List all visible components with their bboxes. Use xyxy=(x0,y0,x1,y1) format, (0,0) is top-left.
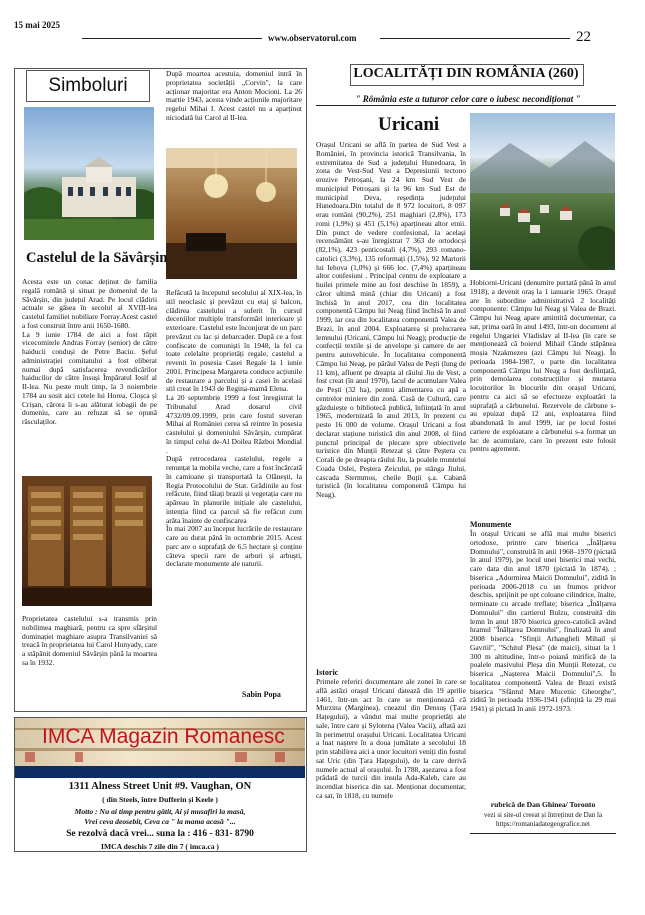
uricani-col-b-text: Hobiceni-Uricani (denumire purtată până în anul 1918), a devenit oraș la 1 ianuarie 1965. Orașul are în subordine administrativă 2 localități componente: Câmpu lui Neag și Valea de Brazi. Câmpu lui Neag apare amintită documentar, ca sat, prima oară în anul 1493, într-un document al regelui Ungariei Vladislav al II-lea (în care se menționează că boierul Mihail Cânde stăpânea moșia Nzakmezeu (azi Câmpu lui Neag). În perioada 1984-1987, o parte din localitatea componentă Câmpu lui Neag a fost desființată, prin demolarea construcțiilor și mutarea locuitorilor în blocurile din orașul Uricani, pentru ca aici să se efectueze exploatări la suprafață a cărbunelui. Rezervele de cărbune s-au epuizat după 12 ani, exploatarea fiind abandonată în anul 1999, iar pe locul fostei cariere de exploatare a cărbunelui s-a format un lac de acumulare, care în prezent este folosit pentru agrement. xyxy=(470,278,616,454)
ad-address: 1311 Alness Street Unit #9. Vaughan, ON xyxy=(68,781,252,792)
page-number: 22 xyxy=(576,29,591,45)
localitati-section-title: LOCALITĂȚI DIN ROMÂNIA (260) xyxy=(353,66,579,81)
ad-phone[interactable]: Se rezolvă dacă vrei... suna la : 416 - 831- 8790 xyxy=(66,829,254,839)
ad-cross-streets: ( din Steels, între Dufferin și Keele ) xyxy=(102,795,218,804)
uricani-col-a-text: Orașul Uricani se află în partea de Sud Vest a României, în provincia istorică Transilvania, în extremitatea de Sud a județului Hunedoara, în zona de Vest-Sud Vest a Depresiunii tectono erozive Petroșani, la 24 km Sud Vest de municipiul Petroșani și la 96 km Sud Est de municipiul Deva, reședința județului Hunedoara.Din totalul de 8 972 locuitori, 8 097 erau români (90,2%), 251 maghiari (2,8%), 173 romi (1,9%) și 451 (5,1%) aparțineau altor etnii. Din punct de vedere confesional, la același recensământ s-au înregistrat 7 363 de ortodocși (82,1%), 423 penticostali (4,7%), 293 romano-catolici (3,3%), 135 reformați (1,5%), 92 Martorii lui Iehova (1,0%) și 666 loc. (7,4%) aparțineau altor confesiuni . Principal centru de exploatare a huilei primele mine au fost deschise în 1859), a căror ultimă mină (chiar din Uricani) a fost închisă în anul 2017, cea din localitatea componentă Câmpu lui Neag fiind închisă în anul 1999, iar cea din localitatea componentă Valea de Brazi, în anul 2004. Exploatarea și prelucrarea lemnului (Uricani, Câmpu lui Neag); producție de confecții textile și de anvelope și camere de aer pentru autovehicule. În localitatea componentă Câmpu lui Neag, pe pârâul Valea de Pești (lung de 11 km), afluent pe dreapta al râului Jiu de Vest, a fost creat (în anul 1970), lacul de acumulare Valea de Pești (32 ha), pentru alimentarea cu apă a centrelor miniere din zonă. Casă de Cultură, care găzduiește o bibliotecă publică, înființată în anul 1965, modernizată în anul 2013, în prezent cu peste 16 000 de volume. Orașul Uricani a fost declarat stațiune turistică din anul 2008, el fiind punctul principal de plecare spre obiectivele turistice din Munții Retezat și către Peștera cu Corali de pe dreapta râului Jiu, la poalele muntelui Coada Oslei, Peștera Zeicului, pe stânga Jiului, cascada Stermmos, cheile Buții ș.a. Cabană turistică (în localitatea componentă Câmpu lui Neag). xyxy=(316,140,466,499)
ad-banner-title: IMCA Magazin Romanesc xyxy=(42,725,285,748)
ad-hours: IMCA deschis 7 zile din 7 ( imca.ca ) xyxy=(101,842,219,851)
ad-motto-line2: Vrei ceva deosebit, Ceva ca " la mama acasă "... xyxy=(84,817,236,826)
left-col1-bottom-text: Proprietatea castelului s-a transmis prin nobilimea maghiară, pentru ca spre sfârșitul dominației maghiare asupra Transilvaniei să treacă în proprietatea lui Carol Hunyady, care a stăpânit domeniul Săvârșin până la moartea sa în 1932. xyxy=(22,614,157,667)
tagline-rule xyxy=(316,105,616,106)
localitati-tagline: " Rômânia este a tuturor celor care o iubesc necondiționat " xyxy=(355,94,581,104)
credit-url[interactable]: https://romaniadategeografice.net xyxy=(496,820,590,828)
left-col2-text: Refăcută la începutul secolului al XIX-lea, în stil neoclasic și prevăzut cu etaj și balcon, clădirea castelului a suferit în cursul deceniilor multiple transformări interioare și exterioare. Castelul este înconjurat de un parc prevăzut cu lac și debarcader. După ce a fost confiscate de comuniști în 1948, la fel ca toate celelalte proprietăți regale, castelul a revenit în posesia Casei Regale la 1 iunie 2001. Principesa Margareta conduce acțiunile de restaurare a parcului și a casei în acelasi stil creat în 1943 de Regina-mamă Elena. La 20 septembrie 1999 a fost înregistrat la Tribunalul Arad dosarul civil 4732/09.09.1999, prin care fostul suveran Mihai al României cerea să reintre în posesia castelului și domeniului Săvârșin, cumpărat în timpul celui de-Al Doilea Război Mondial . După retrocedarea castelului, regele a renunțat la mobila veche, care a fost încărcată în camioane și transportată la Olănești, la Regia Protocolului de Stat. Grădinile au fost refăcute, fiind tăiați brazii și vegetația care nu apăreau în planurile inițiale ale castelului, intenția fiind ca parcul să fie refăcut cum arăta înainte de confiscarea În mai 2007 au început lucrările de restaurare care au durat până în octombrie 2015. Acest parc are o suprafață de 6,5 hectare și conține câteva specii rare de arbori și arbuști, declarate monumente ale naturii. xyxy=(166,288,302,569)
interior-photo xyxy=(166,148,297,279)
castle-article-title: Castelul de la Săvârșin xyxy=(26,250,168,266)
header-website[interactable]: www.observatorul.com xyxy=(268,33,357,43)
library-illustration xyxy=(22,476,152,606)
ad-motto-line1: Motto : Nu ai timp pentru gătit, Ai și musafiri la masă, xyxy=(74,807,246,816)
uricani-photo xyxy=(470,113,615,270)
credit-author: rubrică de Dan Ghinea/ Toronto xyxy=(490,800,596,809)
istoric-heading: Istoric xyxy=(316,668,339,677)
header-rule-left xyxy=(82,38,262,39)
left-col2-top-text: După moartea acestuia, domeniul intră în proprietatea societății „Corvin", la care acționar majoritar era Anton Mocioni. La 26 martie 1943, acesta vinde acțiunile majoritare regelui Mihai I. Acest castel nu a aparținut niciodată lui Carol al II-lea. xyxy=(166,69,302,122)
monumente-heading: Monumente xyxy=(470,520,512,529)
monumente-text: În orașul Uricani se află mai multe biserici ortodoxe, printre care biserica „Înălțarea Domnului", construită în anii 1968–1970 (pictată în anul 1979), pe locul unei biserici mai vechi, care data din anul 1870 (pictată în 1874). ; biserica „Adormirea Maicii Domnului", zidită în perioada 2006-2018 cu un frumos pridvor deschis, sprijinit pe opt coloane cilindrice, înalte, terminate cu arcade treflate; biserica „Înălțarea Domnului" din cartierul Bulzu, construită din lemn în anul 1870 biserica greco-catolică având hramul "Înălțarea Domnului", finalizată în anul 2008 biserica "Sfinții Arhangheli Mihail și Gavriil", "Schitul Plesa" (de maici), situat la 1 300 m altitudine, într-o poiană mirifică de la poalele masivului Pleșa din Munții Retezat, cu biserica „Nașterea Maicii Domnului",5. În localitatea componentă Valea de Brazi există biserica "Sfântul Mare Mucenic Gheorghe", zidită în perioada 1936-1941 (sfințită la 29 mai 1941) și pictată în anii 1972-1973. xyxy=(470,529,616,713)
istoric-text: Primele referiri documentare ale zonei în care se află astăzi orașul Uricani datează din 19 aprilie 1461, într-un act în care se menționează că Murzina (Marginea), cneazul din Densuș (Țara Hațegului), a vândut mai multe proprietăți ale sale, între care și Sylotena (Valea Vacii), aflată azi în perimetrul orașului Uricani. Localitatea Uricani a luat naștere în a doua jumătate a secolului 18 prin stabilirea aici a unor locuitori veniți din fostul sat Uric (din Țara Hațegului), de la care derivă numele actual al orașului. În 1788, așezarea a fost prădată de turcii din insula Ada-Kaleh, care au incendiat biserica din sat. Menționat documentar, ca sat, în 1818, cu numele xyxy=(316,677,466,800)
section-title-simboluri: Simboluri xyxy=(26,70,150,102)
mountain-town-illustration xyxy=(470,113,615,270)
left-col1-text: Acesta este un conac deținut de familia regală română și situat pe domeniul de la Săvârșin, din județul Arad. Pe locul clădirii actuale se găsea în secolul al XVIII-lea castelul familiei nobiliare Forray.Acest castel a fost construit între anii 1650-1680. La 9 iunie 1784 de aici a fost răpit vicecomitele Andras Forray (senior) de către haiducii conduși de Petre Baciu. Șeful administrației comitatului a fost eliberat numai după satisfacerea revendicărilor haiducilor de către însuși Împăratul Iosif al II-lea. Nu peste mult timp, la 3 noiembrie 1784 au sosit aici cetele lui Horea, Cloșca și Crișan, cărora li s-au alăturat iobagii de pe domeniu, care au refuzat să se opună răsculaților. xyxy=(22,277,157,426)
castle-illustration xyxy=(24,107,154,240)
header-rule-right xyxy=(380,38,570,39)
article-author: Sabin Popa xyxy=(242,690,281,699)
issue-date: 15 mai 2025 xyxy=(14,20,60,30)
uricani-title: Uricani xyxy=(378,114,440,135)
library-photo xyxy=(22,476,152,606)
credit-rule xyxy=(470,833,616,834)
chandelier-illustration xyxy=(166,148,297,279)
castle-photo xyxy=(24,107,154,240)
credit-note: vezi si site-ul creeat și întreținut de Dan la xyxy=(483,811,603,819)
ad-stripe xyxy=(15,766,305,778)
